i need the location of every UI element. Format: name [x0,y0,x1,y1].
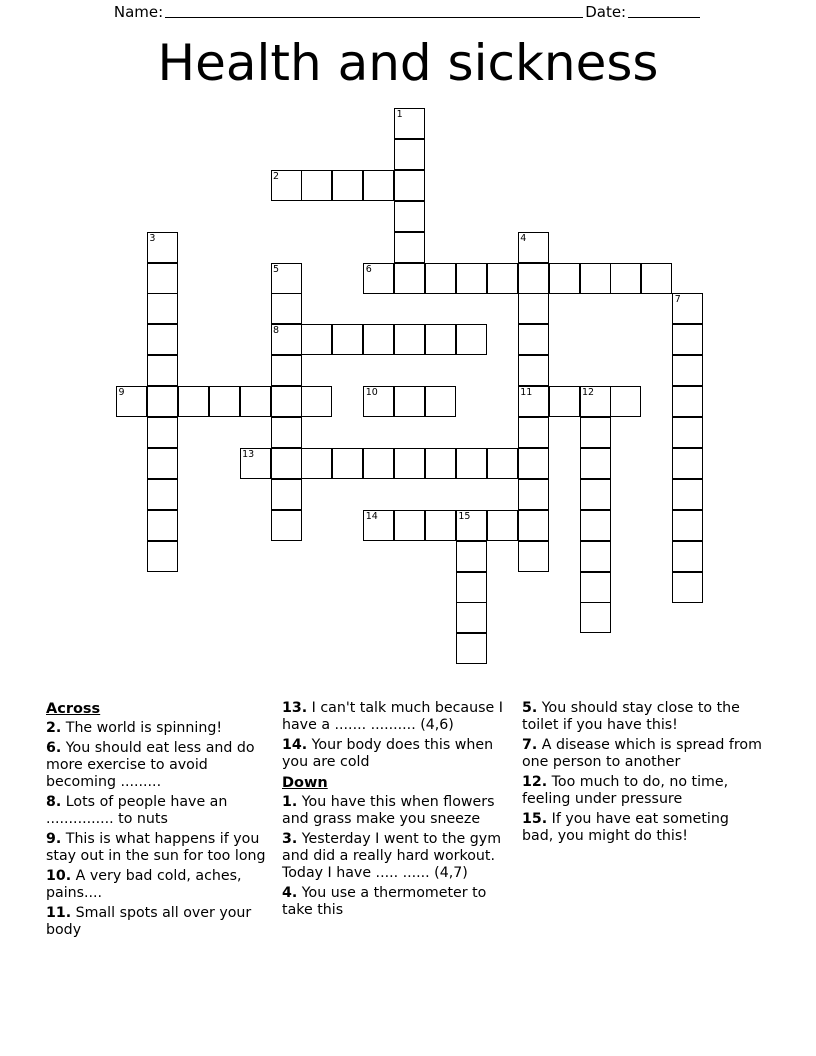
crossword-cell[interactable] [363,510,394,541]
crossword-cell[interactable] [363,386,394,417]
crossword-cell[interactable] [641,263,672,294]
cell-number: 8 [273,325,280,337]
clue-down-12 [522,774,762,808]
clue-across-6 [46,740,272,791]
crossword-cell[interactable] [518,263,549,294]
crossword-cell[interactable] [672,572,703,603]
crossword-cell[interactable] [332,448,363,479]
clue-down-15 [522,811,762,845]
crossword-cell[interactable] [147,263,178,294]
clue-text: You use a thermometer to take this [282,885,487,918]
crossword-cell[interactable] [672,448,703,479]
crossword-cell[interactable] [456,448,487,479]
clue-number: 10. [46,868,72,884]
cell-number: 2 [273,170,280,182]
crossword-cell[interactable] [394,448,425,479]
crossword-cell[interactable] [240,386,271,417]
crossword-cell[interactable] [425,448,456,479]
down-heading: Down [282,775,328,791]
clues-column-2 [282,700,522,922]
clues-container [46,700,776,942]
crossword-cell[interactable] [394,324,425,355]
crossword-cell[interactable] [147,417,178,448]
clue-text: Too much to do, no time, feeling under pressure [522,774,729,807]
crossword-cell[interactable] [332,170,363,201]
crossword-cell[interactable] [209,386,240,417]
clue-text: Lots of people have an ............... to nuts [46,794,228,827]
crossword-cell[interactable] [147,510,178,541]
clues-column-3 [522,700,772,848]
crossword-cell[interactable] [672,541,703,572]
crossword-cell[interactable] [456,633,487,664]
crossword-cell[interactable] [425,324,456,355]
crossword-cell[interactable] [580,263,611,294]
clue-down-4 [282,885,512,919]
crossword-cell[interactable] [271,448,302,479]
crossword-cell[interactable] [394,170,425,201]
crossword-cell[interactable] [147,386,178,417]
crossword-cell[interactable] [178,386,209,417]
crossword-cell[interactable] [518,448,549,479]
clue-down-3 [282,831,512,882]
cell-number: 5 [273,263,280,275]
crossword-cell[interactable] [580,510,611,541]
clue-text: Your body does this when you are cold [282,737,494,770]
crossword-cell[interactable] [271,170,302,201]
crossword-cell[interactable] [425,263,456,294]
crossword-cell[interactable] [672,324,703,355]
crossword-cell[interactable] [301,448,332,479]
clue-across-10 [46,868,272,902]
across-heading: Across [46,701,101,717]
clue-number: 1. [282,794,298,810]
crossword-cell[interactable] [580,479,611,510]
clue-number: 14. [282,737,308,753]
crossword-cell[interactable] [363,170,394,201]
crossword-cell[interactable] [580,448,611,479]
date-label: Date: [585,3,627,21]
crossword-cell[interactable] [456,510,487,541]
clue-number: 11. [46,905,72,921]
crossword-cell[interactable] [518,479,549,510]
crossword-cell[interactable] [518,232,549,263]
clue-number: 13. [282,700,308,716]
cell-number: 7 [674,294,681,306]
crossword-cell[interactable] [425,510,456,541]
clue-text: If you have eat someting bad, you might do this! [522,811,729,844]
clue-text: The world is spinning! [61,720,223,736]
cell-number: 14 [365,510,378,522]
crossword-cell[interactable] [394,510,425,541]
crossword-cell[interactable] [580,602,611,633]
crossword-cell[interactable] [301,386,332,417]
crossword-cell[interactable] [301,170,332,201]
crossword-cell[interactable] [518,510,549,541]
crossword-cell[interactable] [147,355,178,386]
crossword-cell[interactable] [580,572,611,603]
clue-across-14 [282,737,512,771]
crossword-cell[interactable] [271,479,302,510]
crossword-cell[interactable] [580,417,611,448]
crossword-cell[interactable] [518,355,549,386]
crossword-cell[interactable] [271,293,302,324]
clue-text: You should stay close to the toilet if you have this! [522,700,740,733]
crossword-cell[interactable] [394,139,425,170]
crossword-cell[interactable] [147,324,178,355]
clue-across-13 [282,700,512,734]
crossword-cell[interactable] [116,386,147,417]
clue-text: This is what happens if you stay out in the sun for too long [46,831,266,864]
clue-number: 7. [522,737,538,753]
crossword-cell[interactable] [549,386,580,417]
crossword-cell[interactable] [518,293,549,324]
clue-down-7 [522,737,762,771]
crossword-cell[interactable] [580,541,611,572]
clue-text: A disease which is spread from one person to another [522,737,762,770]
crossword-cell[interactable] [518,417,549,448]
cell-number: 10 [365,387,378,399]
clue-number: 2. [46,720,62,736]
clue-number: 5. [522,700,538,716]
clue-across-11 [46,905,272,939]
crossword-cell[interactable] [456,324,487,355]
clue-number: 6. [46,740,62,756]
clue-text: I can't talk much because I have a ....... .......... (4,6) [282,700,503,733]
name-label: Name: [113,3,164,21]
crossword-cell[interactable] [363,448,394,479]
crossword-cell[interactable] [456,541,487,572]
crossword-cell[interactable] [147,232,178,263]
crossword-cell[interactable] [610,263,641,294]
crossword-cell[interactable] [271,510,302,541]
crossword-cell[interactable] [147,448,178,479]
crossword-cell[interactable] [271,386,302,417]
clue-text: You should eat less and do more exercise to avoid becoming ......... [46,740,255,790]
crossword-cell[interactable] [672,293,703,324]
clue-text: A very bad cold, aches, pains.... [46,868,242,901]
crossword-cell[interactable] [456,263,487,294]
clue-number: 3. [282,831,298,847]
cell-number: 11 [520,387,533,399]
clue-number: 15. [522,811,548,827]
clue-number: 12. [522,774,548,790]
crossword-cell[interactable] [394,386,425,417]
clue-number: 4. [282,885,298,901]
crossword-cell[interactable] [363,324,394,355]
crossword-cell[interactable] [301,324,332,355]
crossword-cell[interactable] [672,417,703,448]
page-title: Health and sickness [157,34,659,92]
crossword-cell[interactable] [487,448,518,479]
crossword-cell[interactable] [518,541,549,572]
clue-down-5 [522,700,762,734]
crossword-cell[interactable] [271,263,302,294]
crossword-cell[interactable] [456,602,487,633]
crossword-cell[interactable] [672,479,703,510]
crossword-cell[interactable] [580,386,611,417]
clue-across-8 [46,794,272,828]
crossword-cell[interactable] [147,479,178,510]
cell-number: 3 [149,232,156,244]
crossword-cell[interactable] [363,263,394,294]
crossword-cell[interactable] [549,263,580,294]
crossword-cell[interactable] [487,510,518,541]
cell-number: 9 [118,387,125,399]
cell-number: 1 [396,109,403,120]
cell-number: 12 [582,387,595,399]
crossword-cell[interactable] [394,232,425,263]
crossword-cell[interactable] [271,324,302,355]
crossword-cell[interactable] [271,355,302,386]
crossword-cell[interactable] [518,324,549,355]
crossword-cell[interactable] [610,386,641,417]
crossword-cell[interactable] [271,417,302,448]
crossword-cell[interactable] [456,572,487,603]
clue-down-1 [282,794,512,828]
cell-number: 15 [458,510,471,522]
clue-text: You have this when flowers and grass make you sneeze [282,794,495,827]
cell-number: 4 [520,232,527,244]
clue-text: Small spots all over your body [46,905,252,938]
crossword-cell[interactable] [487,263,518,294]
crossword-cell[interactable] [394,108,425,139]
cell-number: 6 [365,263,372,275]
clue-across-9 [46,831,272,865]
crossword-cell[interactable] [518,386,549,417]
crossword-cell[interactable] [332,324,363,355]
clue-text: Yesterday I went to the gym and did a really hard workout. Today I have ..... ...... (4,7) [282,831,502,881]
crossword-cell[interactable] [394,201,425,232]
crossword-cell[interactable] [147,541,178,572]
crossword-cell[interactable] [672,510,703,541]
clue-across-2 [46,720,272,737]
crossword-cell[interactable] [394,263,425,294]
crossword-cell[interactable] [425,386,456,417]
clue-number: 9. [46,831,62,847]
crossword-cell[interactable] [672,386,703,417]
clue-number: 8. [46,794,62,810]
crossword-cell[interactable] [672,355,703,386]
clues-column-1 [46,700,282,942]
cell-number: 13 [242,448,255,460]
crossword-cell[interactable] [240,448,271,479]
crossword-cell[interactable] [147,293,178,324]
